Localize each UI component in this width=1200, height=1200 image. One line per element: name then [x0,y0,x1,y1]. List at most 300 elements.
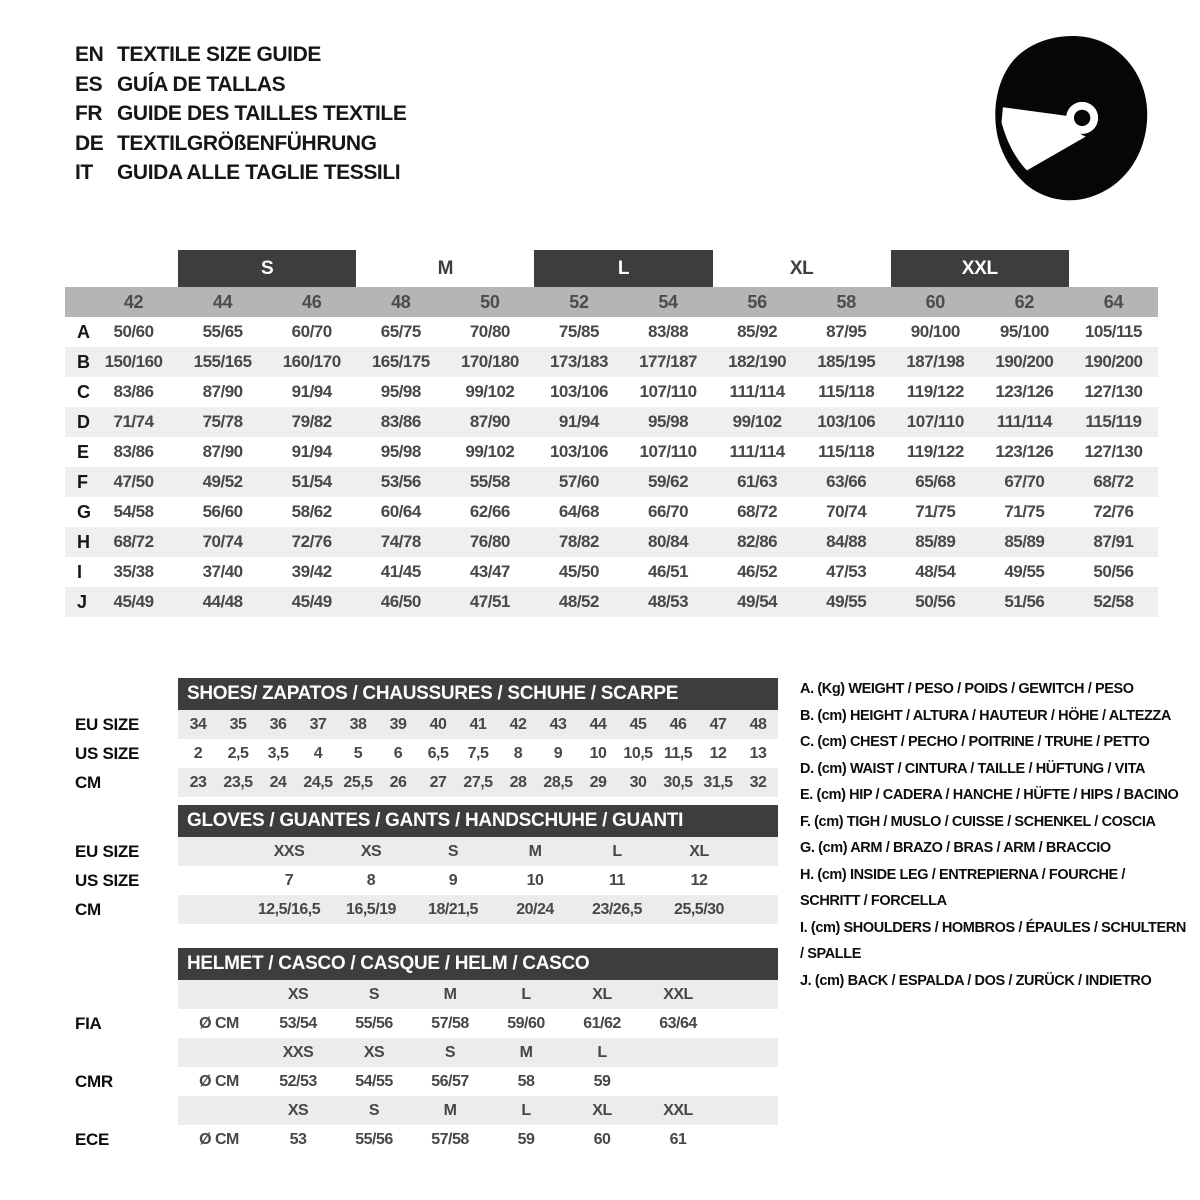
size-band-xxl: XXL [891,250,1069,287]
measurement-row [65,347,1158,377]
size-band-m: M [437,257,454,279]
measurement-letter: H [77,531,90,552]
measurement-value: 90/100 [910,322,960,341]
measurement-value: 99/102 [465,382,515,401]
measurement-value: 103/106 [549,382,608,401]
measurement-value: 39/42 [291,562,332,581]
measurement-value: 54/58 [113,502,154,521]
helmet-size: XS [363,1043,385,1061]
measurement-value: 58/62 [291,502,332,521]
measurement-value: 127/130 [1084,382,1143,401]
size-number: 56 [747,291,767,312]
helmet-size: XL [592,985,612,1003]
measurement-value: 87/90 [469,412,510,431]
size-band-l: L [534,250,712,287]
size-number: 60 [925,291,945,312]
size-value: 25,5 [343,773,373,791]
legend-item: A. (Kg) WEIGHT / PESO / POIDS / GEWITCH / PESO [800,681,1134,697]
row-body [178,980,778,1009]
measurement-value: 60/70 [291,322,332,341]
measurement-value: 87/95 [826,322,867,341]
size-value: 32 [749,773,767,791]
legend-item: F. (cm) TIGH / MUSLO / CUISSE / SCHENKEL / COSCIA [800,813,1156,830]
size-value: 43 [549,715,567,733]
size-value: 20/24 [516,900,554,918]
legend-item: D. (cm) WAIST / CINTURA / TAILLE / HÜFTUNG / VITA [800,760,1146,777]
size-value: 10 [589,744,607,762]
helmet-size: S [368,1101,380,1119]
measurement-value: 91/94 [291,382,332,401]
measurement-value: 55/65 [202,322,243,341]
row-body [178,837,778,866]
measurement-value: 68/72 [113,532,154,551]
row-body [178,1038,778,1067]
size-value: 6,5 [427,744,449,762]
size-value: M [528,842,542,860]
size-value: 39 [389,715,407,733]
size-number: 46 [301,291,322,312]
measurement-value: 70/80 [469,322,510,341]
language-row [75,40,406,70]
helmet-value-row [75,1067,778,1096]
language-title: GUIDE DES TAILLES TEXTILE [117,102,407,125]
measurement-value: 56/60 [202,502,243,521]
gloves-table [75,805,778,924]
legend-item: I. (cm) SHOULDERS / HOMBROS / ÉPAULES / SCHULTERN / SPALLE [800,919,1186,962]
measurement-value: 71/75 [1004,502,1045,521]
helmet-size: XL [592,1101,612,1119]
measurement-letter: A [77,321,90,342]
helmet-size-row [75,1096,778,1125]
textile-sizes-table [65,250,1158,617]
size-value: 7,5 [467,744,489,762]
measurement-value: 160/170 [282,352,341,371]
measurement-row [65,527,1158,557]
measurement-value: 123/126 [995,382,1054,401]
measurement-value: 155/165 [193,352,252,371]
helmet-value: 53 [289,1130,307,1148]
size-value: 41 [469,715,487,733]
diameter-unit: Ø CM [199,1130,239,1148]
measurement-value: 107/110 [906,412,964,431]
measurement-value: 80/84 [648,532,689,551]
helmet-value: 59 [593,1072,611,1090]
measurement-value: 182/190 [728,352,787,371]
size-number: 52 [569,291,589,312]
helmet-value: 57/58 [431,1014,469,1032]
size-value: 2 [193,744,203,762]
measurement-value: 50/56 [1093,562,1134,581]
measurement-letter: B [77,351,90,372]
helmet-value: 60 [593,1130,611,1148]
measurement-value: 103/106 [549,442,608,461]
size-band-row [65,250,1158,287]
measurement-value: 65/68 [915,472,956,491]
helmet-value: 52/53 [279,1072,317,1090]
row-label: US SIZE [75,743,140,763]
language-title: GUIDA ALLE TAGLIE TESSILI [117,161,401,184]
size-value: 44 [589,715,607,733]
helmet-size: M [443,985,457,1003]
measurement-value: 111/114 [996,412,1052,431]
size-value: 8 [513,744,523,762]
measurement-value: 85/89 [915,532,956,551]
measurement-value: 85/89 [1004,532,1045,551]
measurement-value: 47/53 [826,562,867,581]
size-number: 62 [1014,291,1035,312]
helmet-size: S [444,1043,456,1061]
helmet-value: 59/60 [507,1014,545,1032]
measurement-value: 83/86 [380,412,421,431]
measurement-value: 48/53 [648,592,689,611]
measurement-value: 165/175 [371,352,430,371]
language-row [75,70,406,100]
size-value: 34 [189,715,207,733]
measurement-value: 50/60 [113,322,154,341]
measurement-value: 111/114 [729,442,785,461]
size-value: 24,5 [303,773,333,791]
language-title: TEXTILGRÖßENFÜHRUNG [117,131,377,155]
measurement-row [65,437,1158,467]
size-value: 26 [389,773,407,791]
size-value: 16,5/19 [346,900,396,918]
language-title: GUÍA DE TALLAS [117,72,286,96]
legend-item: J. (cm) BACK / ESPALDA / DOS / ZURÜCK / INDIETRO [800,972,1152,989]
measurement-value: 75/85 [558,322,599,341]
measurement-value: 67/70 [1004,472,1045,491]
measurement-value: 83/88 [648,322,689,341]
measurement-legend [800,676,1188,994]
size-value: 31,5 [703,773,733,791]
size-value: 9 [448,871,458,889]
size-value: 35 [229,715,247,733]
helmet-standard-label: CMR [75,1071,113,1091]
size-number: 54 [658,291,678,312]
measurement-value: 64/68 [558,502,599,521]
measurement-value: 91/94 [291,442,332,461]
measurement-value: 50/56 [915,592,956,611]
measurement-value: 84/88 [826,532,867,551]
measurement-value: 91/94 [558,412,599,431]
language-row [75,99,406,129]
gloves-rows [75,837,778,924]
row-label [75,1096,178,1125]
size-value: 8 [366,871,376,889]
measurement-letter: D [77,411,90,432]
size-value: XXS [273,842,305,860]
measurement-value: 44/48 [202,592,243,611]
measurement-value: 66/70 [648,502,689,521]
size-number: 44 [212,291,233,312]
measurement-value: 87/90 [202,442,243,461]
size-value: 30 [629,773,647,791]
size-band-s: S [178,250,356,287]
measurement-value: 59/62 [648,472,689,491]
size-value: 12 [709,744,727,762]
size-value: 25,5/30 [674,900,724,918]
row-label: CM [75,899,101,919]
measurement-value: 74/78 [380,532,421,551]
measurement-value: 95/98 [380,442,421,461]
language-title-list [75,40,406,188]
measurement-value: 127/130 [1084,442,1143,461]
size-value: 2,5 [227,744,249,762]
helmet-table [75,948,778,1154]
size-value: 46 [669,715,687,733]
language-code: DE [75,131,104,155]
size-number: 42 [123,291,144,312]
helmet-standard-label: ECE [75,1129,110,1149]
row-label [75,1038,178,1067]
measurement-value: 48/54 [915,562,956,581]
measurement-value: 70/74 [826,502,867,521]
table-row [75,768,778,797]
language-title: TEXTILE SIZE GUIDE [117,43,321,66]
measurement-value: 185/195 [817,352,876,371]
measurement-value: 60/64 [380,502,421,521]
measurement-value: 150/160 [104,352,163,371]
size-value: 45 [629,715,647,733]
measurement-row [65,467,1158,497]
measurement-value: 68/72 [1093,472,1134,491]
size-value: 23/26,5 [592,900,642,918]
measurement-value: 173/183 [549,352,608,371]
row-body [178,710,778,739]
size-value: 23 [189,773,207,791]
size-value: 6 [393,744,403,762]
size-value: 36 [269,715,287,733]
size-number: 48 [391,291,411,312]
table-row [75,866,778,895]
measurement-value: 70/74 [202,532,243,551]
measurement-value: 187/198 [906,352,965,371]
measurement-value: 95/98 [648,412,689,431]
measurement-value: 65/75 [380,322,421,341]
measurement-value: 72/76 [1093,502,1134,521]
row-body [178,1067,778,1096]
measurement-value: 61/63 [737,472,778,491]
measurement-row [65,407,1158,437]
size-value: 48 [749,715,767,733]
size-value: 9 [553,744,563,762]
measurement-value: 115/118 [818,442,875,461]
measurement-letter: J [77,591,88,612]
measurement-value: 37/40 [202,562,243,581]
table-row [75,837,778,866]
gloves-table-title: GLOVES / GUANTES / GANTS / HANDSCHUHE / GUANTI [178,805,778,837]
helmet-size: XXL [663,985,693,1003]
helmet-size: XS [287,985,309,1003]
helmet-value: 56/57 [431,1072,469,1090]
size-value: S [447,842,459,860]
size-value: XL [689,842,709,860]
measurement-value: 63/66 [826,472,867,491]
size-value: 4 [313,744,323,762]
measurement-value: 45/50 [558,562,599,581]
helmet-size-row [75,980,778,1009]
language-row [75,158,406,188]
diameter-unit: Ø CM [199,1072,239,1090]
legend-item: B. (cm) HEIGHT / ALTURA / HAUTEUR / HÖHE / ALTEZZA [800,707,1171,724]
measurement-value: 49/55 [826,592,867,611]
measurement-value: 47/50 [113,472,154,491]
size-value: 10,5 [623,744,653,762]
measurement-value: 46/50 [380,592,421,611]
measurement-value: 78/82 [558,532,599,551]
size-number: 58 [836,291,856,312]
size-value: 30,5 [663,773,693,791]
measurement-value: 87/91 [1093,532,1134,551]
measurement-value: 71/74 [113,412,154,431]
measurement-letter: E [77,441,90,462]
measurement-value: 107/110 [639,382,697,401]
size-value: 7 [284,871,294,889]
language-code: FR [75,102,103,125]
helmet-size: XXS [282,1043,314,1061]
measurement-value: 111/114 [729,382,785,401]
measurement-value: 43/47 [469,562,510,581]
helmet-size: XXL [663,1101,693,1119]
measurement-value: 83/86 [113,442,154,461]
measurement-row [65,497,1158,527]
row-label: CM [75,772,101,792]
size-value: 18/21,5 [428,900,478,918]
measurement-value: 190/200 [1084,352,1143,371]
size-value: 47 [709,715,727,733]
row-body [178,739,778,768]
measurement-value: 47/51 [469,592,510,611]
language-code: IT [75,161,93,184]
helmet-size: L [521,1101,531,1119]
row-body [178,1096,778,1125]
measurement-value: 41/45 [380,562,421,581]
helmet-standard-label: FIA [75,1013,102,1033]
measurement-value: 45/49 [291,592,332,611]
helmet-size: M [519,1043,533,1061]
measurement-value: 99/102 [732,412,782,431]
size-value: 3,5 [267,744,289,762]
row-body [178,1125,778,1154]
measurement-value: 62/66 [469,502,510,521]
row-label: EU SIZE [75,841,140,861]
helmet-table-title: HELMET / CASCO / CASQUE / HELM / CASCO [178,948,778,980]
measurement-value: 170/180 [460,352,519,371]
measurement-row [65,377,1158,407]
measurement-value: 87/90 [202,382,243,401]
measurement-value: 119/122 [906,382,964,401]
helmet-rows [75,980,778,1154]
legend-item: C. (cm) CHEST / PECHO / POITRINE / TRUHE / PETTO [800,734,1150,750]
measurement-value: 46/52 [737,562,778,581]
measurement-value: 95/100 [999,322,1049,341]
helmet-size: L [521,985,531,1003]
size-value: 37 [309,715,327,733]
helmet-value: 58 [517,1072,535,1090]
measurement-value: 71/75 [915,502,956,521]
measurement-row [65,587,1158,617]
size-value: 10 [526,871,544,889]
measurement-letter: F [77,471,88,492]
helmet-value: 63/64 [659,1014,697,1032]
helmet-value: 57/58 [431,1130,469,1148]
size-value: 27 [429,773,447,791]
helmet-size: M [443,1101,457,1119]
measurement-value: 85/92 [737,322,778,341]
helmet-value-row [75,1009,778,1038]
measurement-value: 75/78 [202,412,243,431]
size-value: XS [360,842,382,860]
measurement-value: 105/115 [1084,322,1142,341]
size-value: 11,5 [663,744,693,762]
language-row [75,129,406,159]
size-value: 13 [749,744,767,762]
measurement-value: 68/72 [737,502,778,521]
shoes-table-title: SHOES/ ZAPATOS / CHAUSSURES / SCHUHE / SCARPE [178,678,778,710]
measurement-value: 95/98 [380,382,421,401]
measurement-value: 83/86 [113,382,154,401]
size-value: 42 [509,715,527,733]
size-value: 12,5/16,5 [257,900,321,918]
table-row [75,895,778,924]
measurement-value: 177/187 [639,352,698,371]
diameter-unit: Ø CM [199,1014,239,1032]
measurement-value: 115/118 [818,382,875,401]
size-number-row [65,287,1158,317]
size-value: 11 [609,871,625,889]
measurement-value: 79/82 [291,412,332,431]
row-body [178,895,778,924]
measurement-value: 107/110 [639,442,697,461]
measurement-value: 103/106 [817,412,876,431]
size-value: 28 [509,773,527,791]
row-body [178,1009,778,1038]
measurement-value: 52/58 [1093,592,1134,611]
helmet-value: 61/62 [583,1014,621,1032]
helmet-value-row [75,1125,778,1154]
measurement-value: 51/54 [291,472,332,491]
measurement-value: 76/80 [469,532,510,551]
size-value: 23,5 [223,773,253,791]
measurement-row [65,317,1158,347]
helmet-size: XS [287,1101,309,1119]
measurement-value: 190/200 [995,352,1054,371]
row-body [178,866,778,895]
size-band-xl: XL [789,257,814,279]
measurement-value: 82/86 [737,532,778,551]
measurement-value: 72/76 [291,532,332,551]
helmet-value: 55/56 [355,1130,393,1148]
helmet-size: S [368,985,380,1003]
language-code: EN [75,43,104,66]
helmet-size: L [597,1043,607,1061]
size-value: 24 [269,773,287,791]
row-body [178,768,778,797]
measurement-row [65,557,1158,587]
measurement-value: 55/58 [469,472,510,491]
size-value: 38 [349,715,367,733]
measurement-value: 123/126 [995,442,1054,461]
row-label: US SIZE [75,870,140,890]
language-code: ES [75,72,103,96]
measurement-value: 57/60 [558,472,599,491]
legend-item: H. (cm) INSIDE LEG / ENTREPIERNA / FOURCHE / SCHRITT / FORCELLA [800,866,1126,909]
measurement-value: 46/51 [648,562,689,581]
measurement-value: 35/38 [113,562,154,581]
size-value: 29 [589,773,607,791]
measurement-value: 45/49 [113,592,154,611]
size-number: 64 [1103,291,1124,312]
measurement-value: 119/122 [906,442,964,461]
